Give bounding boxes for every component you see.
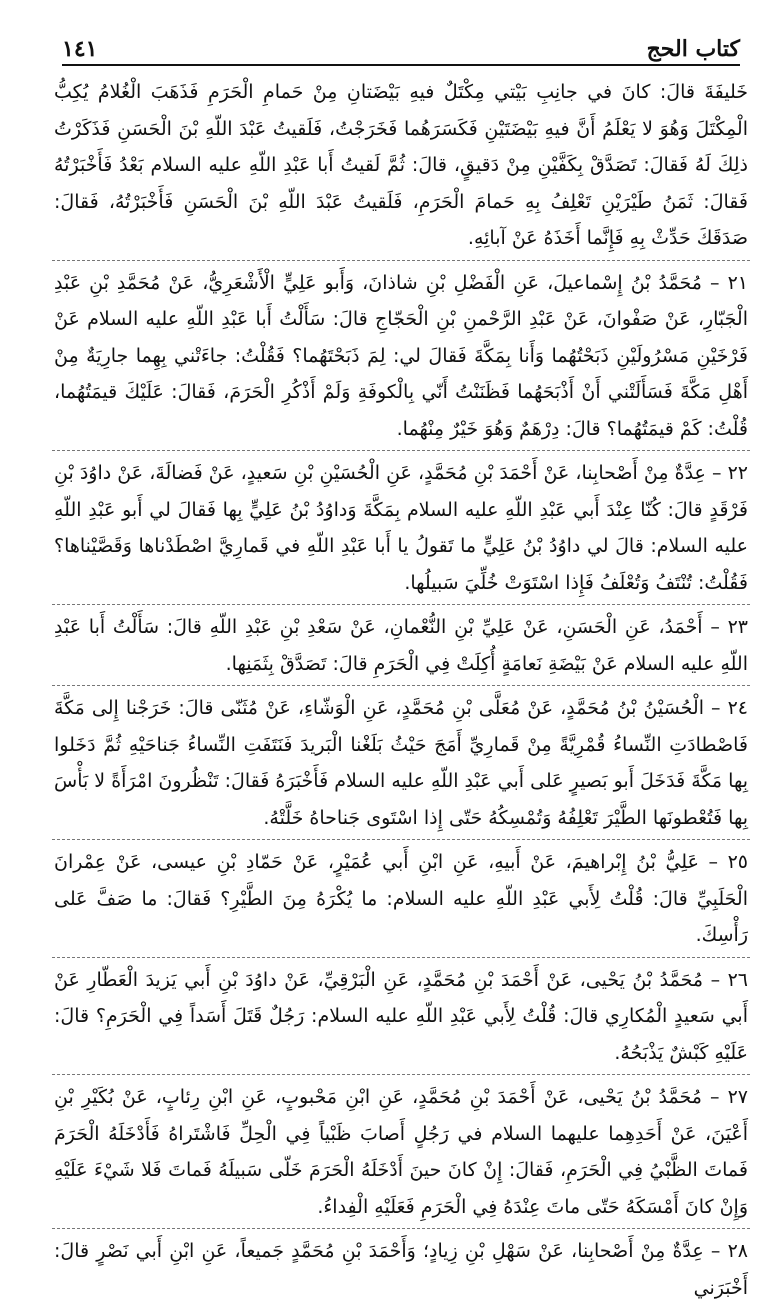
page-number: ١٤١ [62, 36, 98, 62]
page-header [62, 30, 740, 66]
hadith-24: ٢٤ – الْحُسَيْنُ بْنُ مُحَمَّدٍ، عَنْ مُعَلَّى بْنِ مُحَمَّدٍ، عَنِ الْوَشّاءِ، عَنْ مُثَنّى قالَ: خَرَجْنا إِلى مَكَّةَ فَاصْطادَتِ النِّساءُ قُمْرِيَّةً مِنْ قَمارِيِّ أَمَجَ حَيْثُ بَلَغْنا الْبَريدَ فَنَتَفَتِ النِّساءُ جَناحَيْهِ ثُمَّ دَخَلوا بِها مَكَّةَ فَدَخَلَ أَبو بَصيرٍ عَلى أَبي عَبْدِ اللّهِ عليه السلام فَأَخْبَرَهُ فَقالَ: تَنْظُرونَ امْرَأَةً لا بَأْسَ بِها فَتُعْطونَها الطَّيْرَ تَعْلِفُهُ وَتُمْسِكُهُ حَتّى إِذا اسْتَوى جَناحاهُ خَلَّتْهُ. [54, 697, 748, 829]
paragraph-divider [52, 260, 750, 261]
paragraph-continuation: خَليفَةَ قالَ: كانَ في جانِبِ بَيْتي مِكْتَلٌ فيهِ بَيْضَتانِ مِنْ حَمامِ الْحَرَمِ فَذَهَبَ الْغُلامُ يُكِبُّ الْمِكْتَلَ وَهُوَ لا يَعْلَمُ أَنَّ فيهِ بَيْضَتَيْنِ فَكَسَرَهُما فَخَرَجْتُ، فَلَقيتُ عَبْدَ اللّهِ بْنَ الْحَسَنِ فَذَكَرْتُ ذلِكَ لَهُ فَقالَ: تَصَدَّقْ بِكَفَّيْنِ مِنْ دَقيقٍ، قالَ: ثُمَّ لَقيتُ أَبا عَبْدِ اللّهِ عليه السلام بَعْدُ فَأَخْبَرْتُهُ فَقالَ: ثَمَنُ طَيْرَيْنِ تَعْلِفُ بِهِ حَمامَ الْحَرَمِ، فَلَقيتُ عَبْدَ اللّهِ بْنَ الْحَسَنِ فَأَخْبَرْتُهُ، فَقالَ: صَدَقَكَ حَدِّثْ بِهِ فَإِنَّما أَخَذَهُ عَنْ آبائِهِ. [54, 81, 748, 249]
book-title: كتاب الحج [646, 36, 740, 62]
hadith-22: ٢٢ – عِدَّةٌ مِنْ أَصْحابِنا، عَنْ أَحْمَدَ بْنِ مُحَمَّدٍ، عَنِ الْحُسَيْنِ بْنِ سَعيدٍ، عَنْ فَضالَةَ، عَنْ داوُدَ بْنِ فَرْقَدٍ قالَ: كُنّا عِنْدَ أَبي عَبْدِ اللّهِ عليه السلام بِمَكَّةَ وَداوُدُ بْنُ عَلِيٍّ بِها فَقالَ لي أَبو عَبْدِ اللّهِ عليه السلام: قالَ لي داوُدُ بْنُ عَلِيٍّ ما تَقولُ يا أَبا عَبْدِ اللّهِ في قَمارِيَّ اصْطَدْناها وَقَصَّيْناها؟ فَقُلْتُ: تُنْتَفُ وَتُعْلَفُ فَإِذا اسْتَوَتْ خُلِّيَ سَبيلُها. [54, 462, 748, 594]
hadith-25: ٢٥ – عَلِيُّ بْنُ إِبْراهيمَ، عَنْ أَبيهِ، عَنِ ابْنِ أَبي عُمَيْرٍ، عَنْ حَمّادِ بْنِ عيسى، عَنْ عِمْرانَ الْحَلَبِيِّ قالَ: قُلْتُ لِأَبي عَبْدِ اللّهِ عليه السلام: ما يُكْرَهُ مِنَ الطَّيْرِ؟ فَقالَ: ما صَفَّ عَلى رَأْسِكَ. [54, 851, 748, 946]
hadith-21: ٢١ – مُحَمَّدُ بْنُ إِسْماعيلَ، عَنِ الْفَضْلِ بْنِ شاذانَ، وَأَبو عَلِيٍّ الْأَشْعَرِيُّ، عَنْ مُحَمَّدِ بْنِ عَبْدِ الْجَبّارِ، عَنْ صَفْوانَ، عَنْ عَبْدِ الرَّحْمنِ بْنِ الْحَجّاجِ قالَ: سَأَلْتُ أَبا عَبْدِ اللّهِ عليه السلام عَنْ فَرْخَيْنِ مَسْرُولَيْنِ ذَبَحْتُهُما وَأَنا بِمَكَّةَ فَقالَ لي: لِمَ ذَبَحْتَهُما؟ فَقُلْتُ: جاءَتْني بِهِما جارِيَةٌ مِنْ أَهْلِ مَكَّةَ فَسَأَلَتْني أَنْ أَذْبَحَهُما فَظَنَنْتُ أَنّي بِالْكوفَةِ وَلَمْ أَذْكُرِ الْحَرَمَ، فَقالَ: عَلَيْكَ قيمَتُهُما، قُلْتُ: كَمْ قيمَتُهُما؟ قالَ: دِرْهَمٌ وَهُوَ خَيْرٌ مِنْهُما. [54, 271, 748, 440]
paragraph-divider [52, 1074, 750, 1075]
paragraph-divider [52, 685, 750, 686]
paragraph-divider [52, 1228, 750, 1229]
hadith-23: ٢٣ – أَحْمَدُ، عَنِ الْحَسَنِ، عَنْ عَلِيِّ بْنِ النُّعْمانِ، عَنْ سَعْدِ بْنِ عَبْدِ اللّهِ قالَ: سَأَلْتُ أَبا عَبْدِ اللّهِ عليه السلام عَنْ بَيْضَةِ نَعامَةٍ أُكِلَتْ فِي الْحَرَمِ قالَ: تَصَدَّقْ بِثَمَنِها. [54, 616, 748, 675]
hadith-26: ٢٦ – مُحَمَّدُ بْنُ يَحْيى، عَنْ أَحْمَدَ بْنِ مُحَمَّدٍ، عَنِ الْبَرْقِيِّ، عَنْ داوُدَ بْنِ أَبي يَزيدَ الْعَطّارِ عَنْ أَبي سَعيدٍ الْمُكارِي قالَ: قُلْتُ لِأَبي عَبْدِ اللّهِ عليه السلام: رَجُلٌ قَتَلَ أَسَداً فِي الْحَرَمِ؟ قالَ: عَلَيْهِ كَبْشٌ يَذْبَحُهُ. [54, 968, 748, 1064]
paragraph-divider [52, 957, 750, 958]
paragraph-divider [52, 839, 750, 840]
paragraph-divider [52, 450, 750, 451]
paragraph-divider [52, 604, 750, 605]
hadith-28: ٢٨ – عِدَّةٌ مِنْ أَصْحابِنا، عَنْ سَهْلِ بْنِ زِيادٍ؛ وَأَحْمَدَ بْنِ مُحَمَّدٍ جَميعاً، عَنِ ابْنِ أَبي نَصْرٍ قالَ: أَخْبَرَني [54, 1240, 748, 1299]
hadith-27: ٢٧ – مُحَمَّدُ بْنُ يَحْيى، عَنْ أَحْمَدَ بْنِ مُحَمَّدٍ، عَنِ ابْنِ مَحْبوبٍ، عَنِ ابْنِ رِئابٍ، عَنْ بُكَيْرِ بْنِ أَعْيَنَ، عَنْ أَحَدِهِما عليهما السلام في رَجُلٍ أَصابَ ظَبْياً فِي الْحِلِّ فَاشْتَراهُ فَأَدْخَلَهُ الْحَرَمَ فَماتَ الظَّبْيُ فِي الْحَرَمِ، فَقالَ: إِنْ كانَ حينَ أَدْخَلَهُ الْحَرَمَ خَلّى سَبيلَهُ فَماتَ فَلا شَيْءَ عَلَيْهِ وَإِنْ كانَ أَمْسَكَهُ حَتّى ماتَ عِنْدَهُ فِي الْحَرَمِ فَعَلَيْهِ الْفِداءُ. [54, 1086, 748, 1218]
page-body [52, 74, 750, 1306]
